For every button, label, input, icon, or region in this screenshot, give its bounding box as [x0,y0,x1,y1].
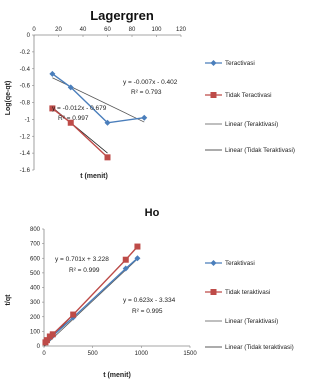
y-axis-label: Log(qe-qt) [5,80,12,116]
legend-entry: Teraktivasi [225,260,255,267]
y-tick-label: -1.4 [19,151,30,158]
legend-marker [211,60,217,66]
data-point [50,331,56,337]
y-tick-label: -0.4 [19,66,30,73]
x-tick-label: 1500 [183,351,197,357]
legend-entry: Linear (Teraktivasi) [225,318,279,325]
x-tick-label: 500 [87,351,98,357]
y-tick-label: 500 [29,270,40,277]
y-tick-label: 800 [29,227,40,233]
y-tick-label: 200 [29,314,40,321]
y-tick-labels [30,227,44,350]
x-tick-label: 80 [128,27,136,33]
y-tick-label: -0.2 [19,49,30,56]
y-tick-label: -0.6 [19,83,30,90]
y-tick-label: -1.6 [19,168,30,174]
y-tick-label: -1 [24,117,30,124]
trend-equation: y = -0.012x - 0.679 [52,105,107,112]
data-point [105,154,111,160]
x-axis-label: t (menit) [103,372,131,379]
y-tick-labels [20,33,34,174]
chart-title: Lagergren [90,8,154,23]
legend-entry: Teractivasi [225,60,255,67]
data-point [123,257,129,263]
x-tick-label: 20 [55,27,62,33]
legend-entry: Linear (Tidak Teraktivasi) [225,147,295,154]
legend-entry: Tidak teraktivasi [225,289,271,296]
trend-r2: R² = 0.999 [69,267,100,274]
y-tick-label: 400 [29,285,40,292]
y-tick-label: 700 [29,241,40,248]
data-point [70,312,76,318]
y-tick-label: 100 [29,329,40,336]
y-tick-label: 0 [26,33,30,39]
legend-marker [211,289,217,295]
y-tick-label: -1.2 [19,134,30,141]
trend-equation: y = 0.701x + 3.228 [55,256,109,263]
x-tick-label: 1000 [134,351,149,357]
chart-title: Ho [144,207,160,219]
x-tick-label: 40 [79,27,87,33]
trend-r2: R² = 0.995 [132,308,163,315]
y-tick-label: -0.8 [19,100,30,107]
data-point [141,115,147,121]
legend-entry: Linear (Tidak teraktivasi) [225,344,294,351]
trend-equation: y = -0.007x - 0.402 [123,79,178,86]
data-point [134,244,140,250]
x-tick-label: 120 [175,27,187,33]
legend-marker [211,260,217,266]
trend-r2: R² = 0.997 [58,115,89,122]
y-tick-label: 600 [29,256,40,263]
trend-equation: y = 0.623x - 3.334 [123,297,176,304]
x-tick-label: 100 [151,27,162,33]
y-axis-label: t/qt [5,294,12,306]
chart-ho [5,207,294,379]
x-tick-labels [32,27,186,37]
x-axis-label: t (menit) [80,173,108,180]
x-tick-label: 0 [32,27,36,33]
legend-entry: Linear (Teraktivasi) [225,121,279,128]
trend-r2: R² = 0.793 [131,89,162,96]
legend [205,260,294,351]
x-tick-label: 0 [42,351,46,357]
legend-marker [211,92,217,98]
legend [205,60,295,154]
x-tick-labels [42,346,197,357]
legend-entry: Tidak Teractivasi [225,92,272,99]
y-tick-label: 0 [36,344,40,350]
y-tick-label: 300 [29,300,40,307]
x-tick-label: 60 [104,27,111,33]
chart-lagergren [5,8,295,180]
